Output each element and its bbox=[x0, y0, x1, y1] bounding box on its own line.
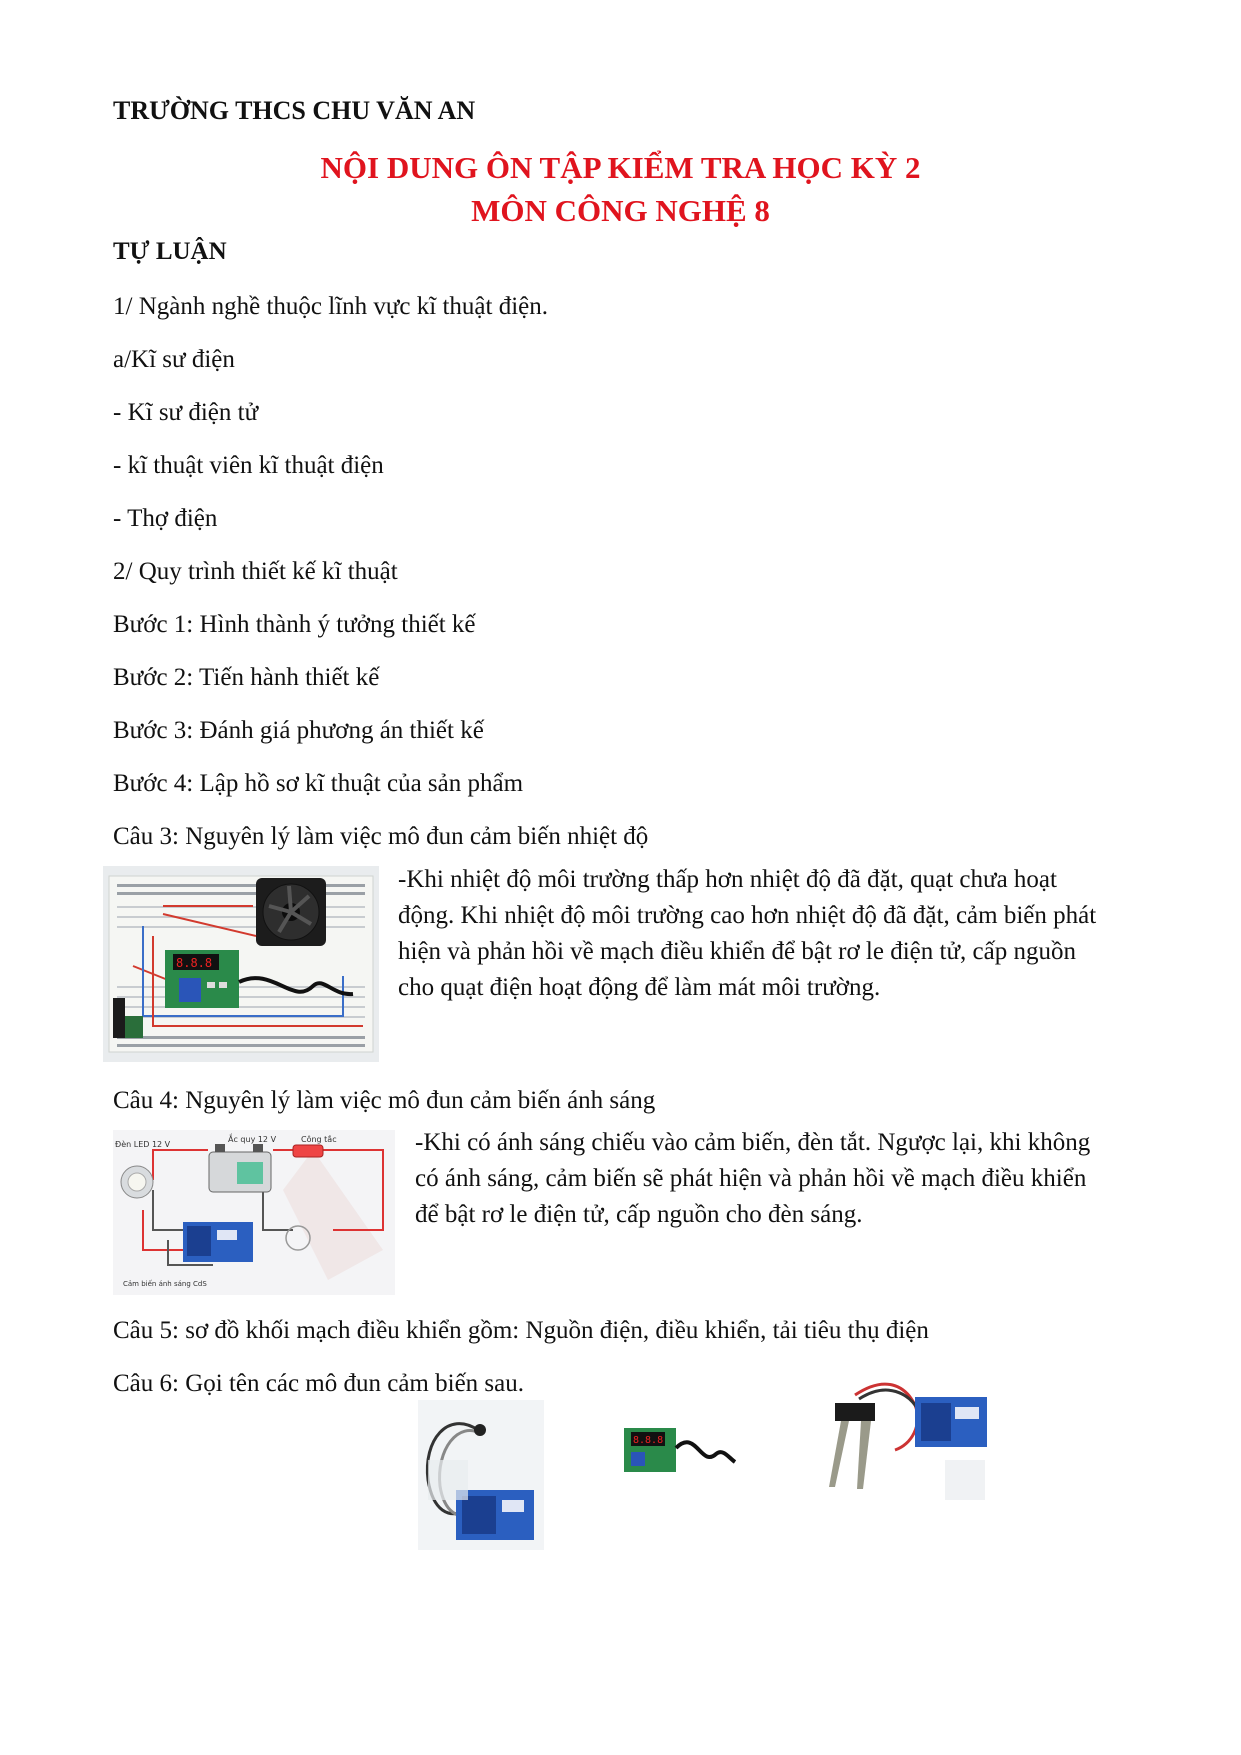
sensor-module-photo-3 bbox=[815, 1375, 991, 1501]
q2-step: Bước 4: Lập hồ sơ kĩ thuật của sản phẩm bbox=[113, 770, 524, 797]
school-name: TRƯỜNG THCS CHU VĂN AN bbox=[113, 96, 476, 125]
q2-heading: 2/ Quy trình thiết kế kĩ thuật bbox=[113, 558, 398, 585]
q3-explanation: -Khi nhiệt độ môi trường thấp hơn nhiệt độ đã đặt, quạt chưa hoạt động. Khi nhiệt độ môi trường cao hơn nhiệt độ đã đặt, cảm biến phát hiện và phản hồi về mạch điều khiển để bật rơ le điện tử, cấp nguồn cho quạt điện hoạt động để làm mát môi trường. bbox=[398, 866, 1097, 1001]
ldr-label: Cảm biến ánh sáng CdS bbox=[123, 1280, 207, 1288]
q2-step: Bước 1: Hình thành ý tưởng thiết kế bbox=[113, 611, 476, 638]
svg-text:8.8.8: 8.8.8 bbox=[633, 1435, 664, 1446]
q4-heading: Câu 4: Nguyên lý làm việc mô đun cảm biến ánh sáng bbox=[113, 1087, 656, 1114]
sensor-module-photo-2 bbox=[621, 1418, 737, 1476]
battery-label: Ắc quy 12 V bbox=[228, 1135, 277, 1144]
switch-label: Công tắc bbox=[301, 1135, 337, 1144]
light-sensor-diagram bbox=[113, 1130, 395, 1295]
page-title-line1: NỘI DUNG ÔN TẬP KIỂM TRA HỌC KỲ 2 bbox=[320, 150, 921, 185]
q2-step: Bước 3: Đánh giá phương án thiết kế bbox=[113, 717, 484, 744]
q3-heading: Câu 3: Nguyên lý làm việc mô đun cảm biến nhiệt độ bbox=[113, 823, 649, 850]
q1-item: - Kĩ sư điện tử bbox=[113, 399, 259, 426]
q1-item: - Thợ điện bbox=[113, 505, 218, 532]
q6-heading: Câu 6: Gọi tên các mô đun cảm biến sau. bbox=[113, 1370, 524, 1397]
svg-text:8.8.8: 8.8.8 bbox=[176, 956, 213, 970]
q1-heading: 1/ Ngành nghề thuộc lĩnh vực kĩ thuật điện. bbox=[113, 293, 548, 320]
q1-item: - kĩ thuật viên kĩ thuật điện bbox=[113, 452, 384, 479]
q5-text: Câu 5: sơ đồ khối mạch điều khiển gồm: Nguồn điện, điều khiển, tải tiêu thụ điện bbox=[113, 1317, 929, 1344]
q4-explanation: -Khi có ánh sáng chiếu vào cảm biến, đèn tắt. Ngược lại, khi không có ánh sáng, cảm biến sẽ phát hiện và phản hồi về mạch điều khiển để bật rơ le điện tử, cấp nguồn cho đèn sáng. bbox=[415, 1129, 1091, 1228]
temperature-sensor-photo bbox=[103, 866, 379, 1062]
sensor-module-photo-1 bbox=[418, 1400, 544, 1550]
q1-item: a/Kĩ sư điện bbox=[113, 346, 235, 373]
q2-step: Bước 2: Tiến hành thiết kế bbox=[113, 664, 380, 691]
page-title-line2: MÔN CÔNG NGHỆ 8 bbox=[471, 193, 770, 228]
section-heading: TỰ LUẬN bbox=[113, 238, 227, 265]
led-label: Đèn LED 12 V bbox=[115, 1140, 171, 1149]
